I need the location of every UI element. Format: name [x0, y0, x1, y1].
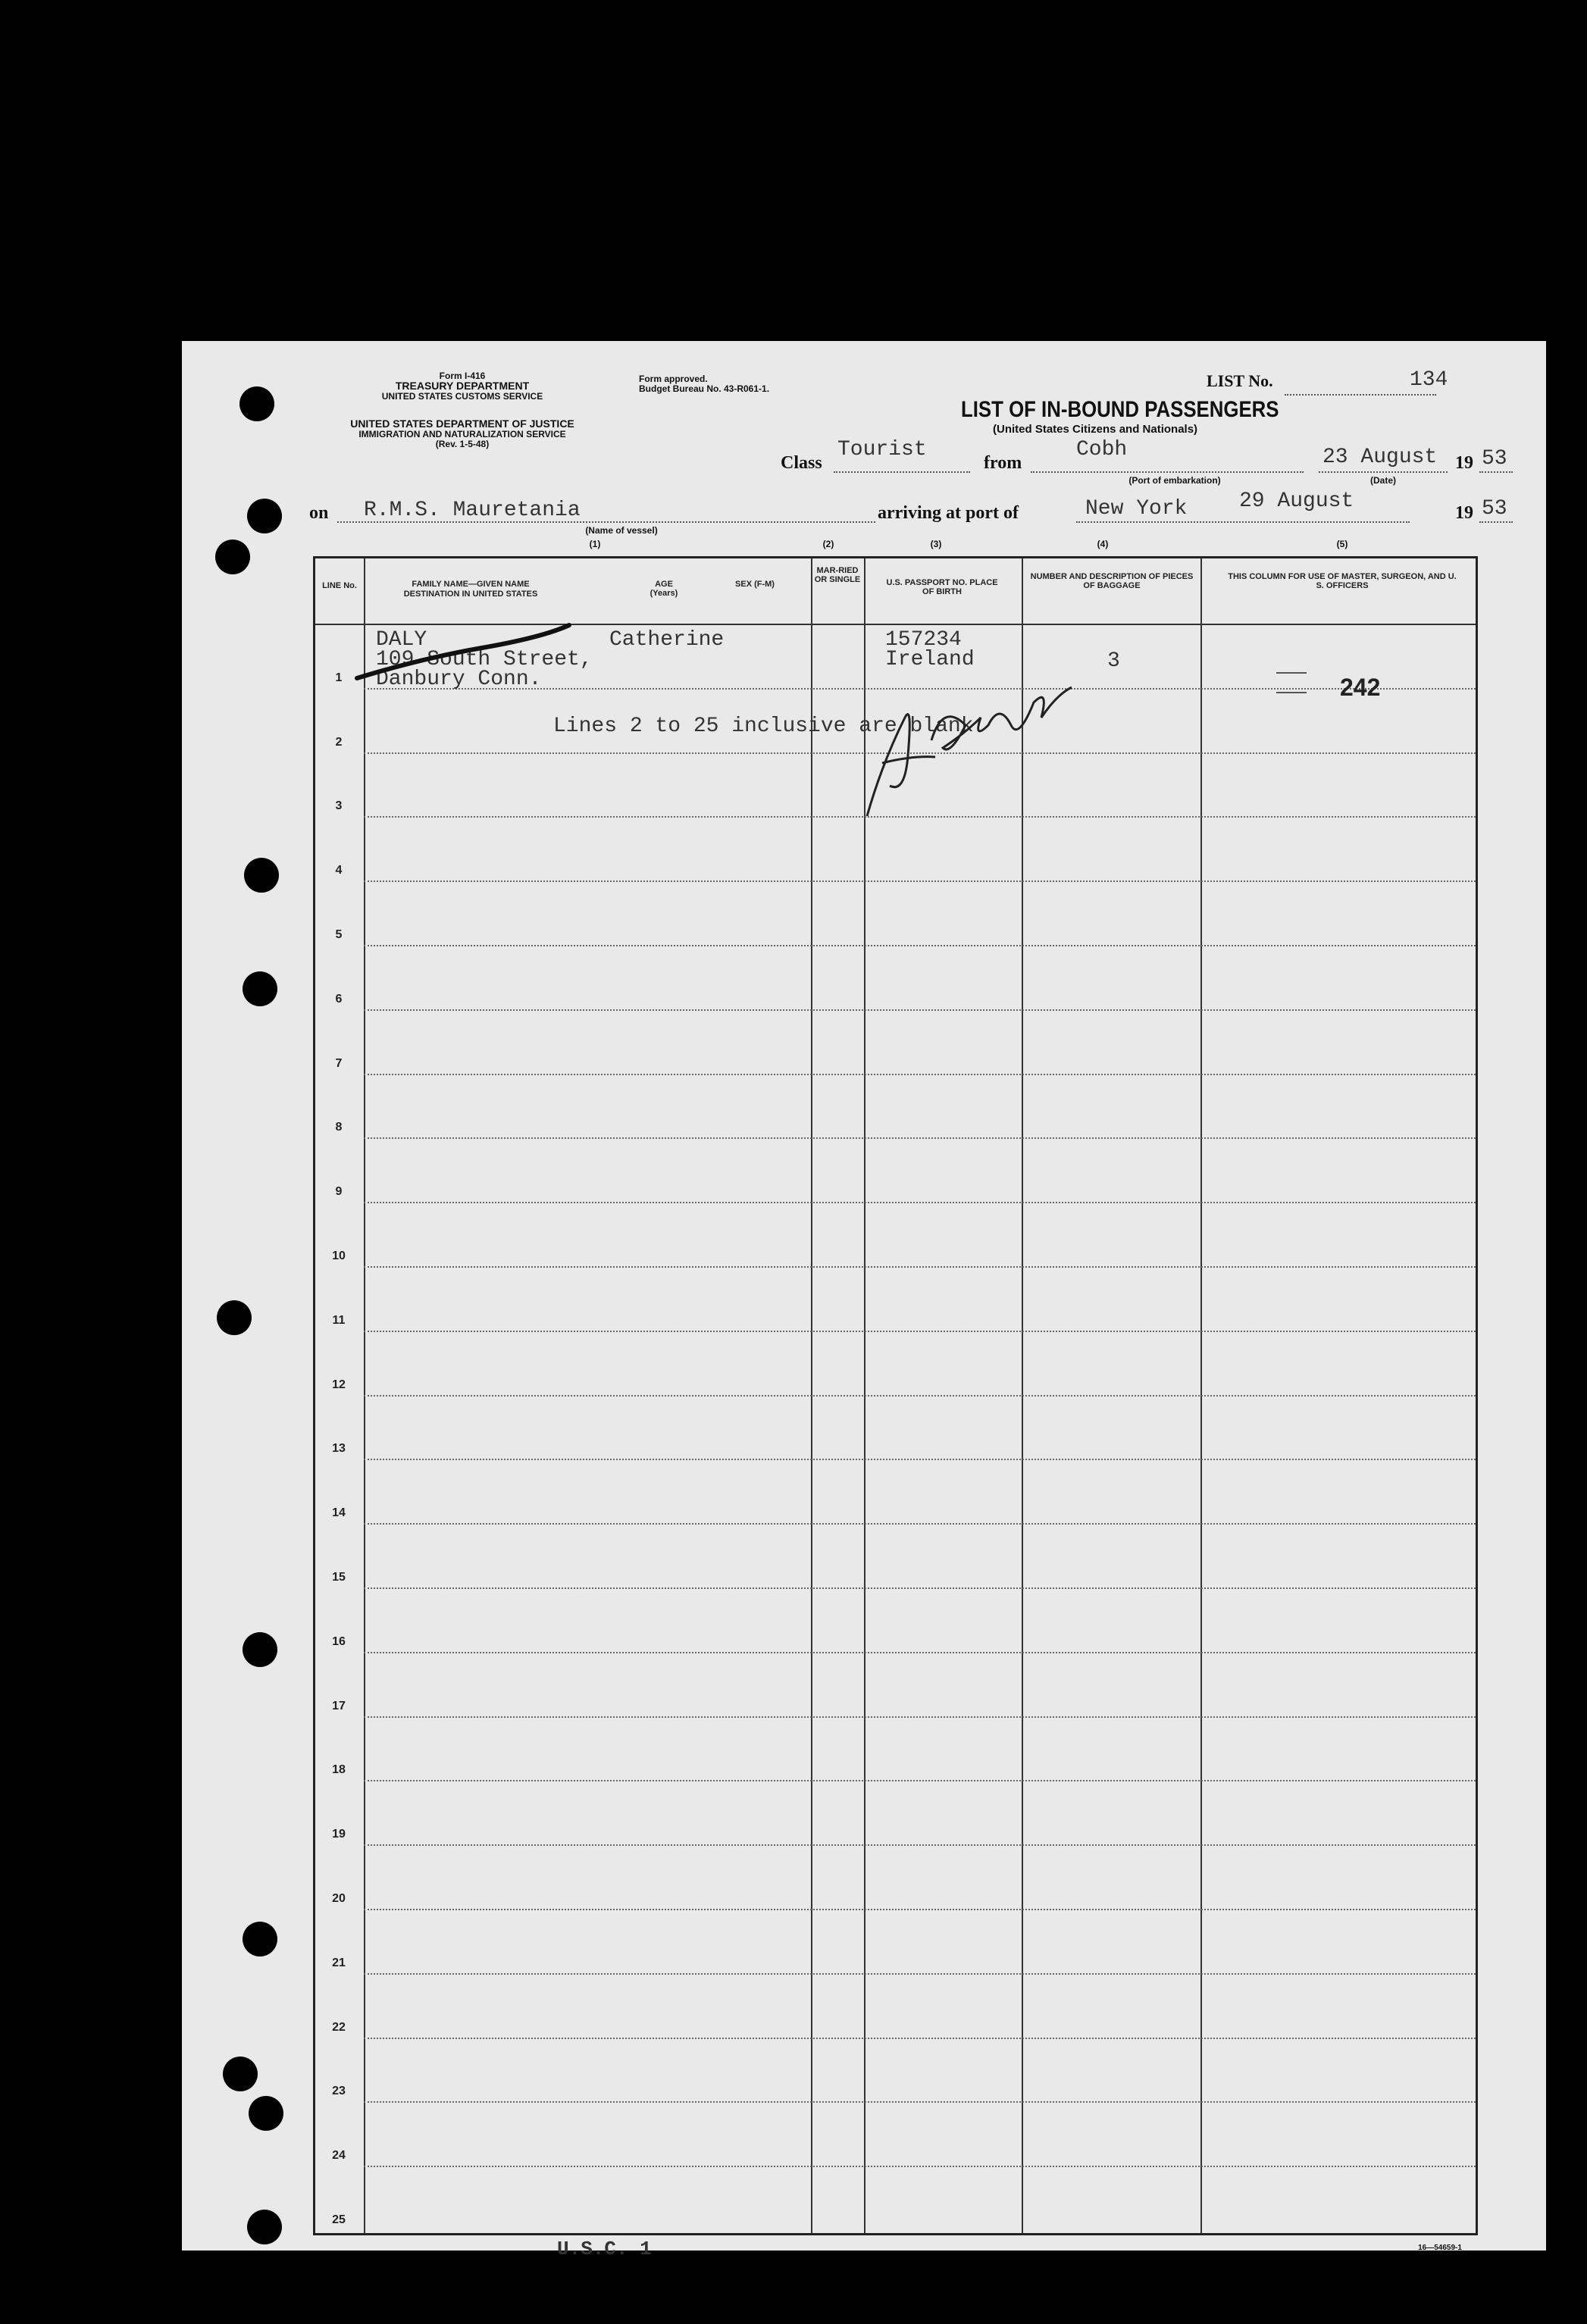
page-subtitle: (United States Citizens and Nationals) [993, 423, 1198, 436]
punch-hole [247, 2210, 282, 2244]
page-title: LIST OF IN-BOUND PASSENGERS [961, 397, 1279, 422]
class-line [834, 471, 970, 473]
entry-birthplace: Ireland [885, 648, 975, 671]
col-num-2: (2) [822, 539, 834, 549]
line-number: 18 [332, 1763, 346, 1777]
from-value: Cobh [1076, 438, 1128, 461]
line-number: 22 [332, 2020, 346, 2034]
header-officers: THIS COLUMN FOR USE OF MASTER, SURGEON, AND U. S. OFFICERS [1228, 572, 1457, 590]
line-number: 15 [332, 1571, 346, 1584]
date-caption: (Date) [1369, 475, 1396, 486]
row-rule [364, 1074, 1476, 1075]
line-number: 16 [332, 1634, 346, 1648]
punch-hole [243, 1632, 277, 1667]
row-rule [364, 1266, 1476, 1268]
header-passport: U.S. PASSPORT NO. PLACE OF BIRTH [886, 578, 998, 596]
form-approved: Form approved. [639, 374, 708, 384]
line-number: 11 [332, 1313, 346, 1327]
line-number: 6 [335, 992, 343, 1006]
footer-label: U.S.C. 1 [557, 2238, 652, 2260]
punch-hole [239, 386, 274, 421]
line-number: 20 [332, 1892, 346, 1905]
entry-address-1: 109 South Street, [376, 648, 593, 671]
from-label: from [984, 453, 1022, 473]
arrival-date: 29 August [1239, 490, 1354, 513]
ins-service: IMMIGRATION AND NATURALIZATION SERVICE [358, 429, 566, 439]
line-number: 23 [332, 2085, 346, 2098]
punch-hole [243, 971, 277, 1006]
year-prefix: 19 [1455, 453, 1473, 473]
date-value: 23 August [1322, 446, 1438, 469]
row-rule [364, 1587, 1476, 1589]
passenger-table [313, 556, 1478, 2235]
form-number: Form I-416 [439, 371, 486, 381]
punch-hole [215, 540, 250, 574]
class-value: Tourist [837, 438, 927, 461]
line-number: 21 [332, 1956, 346, 1969]
list-no-line [1285, 394, 1436, 396]
col-num-4: (4) [1097, 539, 1109, 549]
col-num-5: (5) [1336, 539, 1348, 549]
line-number: 17 [332, 1699, 346, 1713]
pen-stroke [353, 619, 573, 695]
revision: (Rev. 1-5-48) [435, 439, 490, 449]
row-rule [364, 1395, 1476, 1397]
row-rule [364, 1909, 1476, 1910]
punch-hole [217, 1300, 252, 1335]
row-rule [364, 880, 1476, 882]
line-number: 19 [332, 1828, 346, 1841]
row-rule [364, 1780, 1476, 1781]
entry-address-2: Danbury Conn. [376, 668, 542, 691]
port-line [1076, 521, 1410, 523]
date-line [1319, 471, 1448, 473]
punch-hole [223, 2057, 258, 2091]
line-number: 10 [332, 1250, 346, 1262]
punch-hole [243, 1922, 277, 1956]
year-prefix-2: 19 [1455, 503, 1473, 523]
row-rule [364, 2101, 1476, 2103]
row-rule [364, 1137, 1476, 1139]
arriving-label: arriving at port of [878, 503, 1019, 523]
punch-hole [244, 858, 279, 893]
footer-print-code: 16—54659-1 [1418, 2244, 1462, 2252]
on-label: on [309, 503, 329, 523]
year-line-2 [1479, 521, 1513, 523]
row-rule [364, 2038, 1476, 2039]
line-number: 4 [335, 864, 343, 877]
header-destination: DESTINATION IN UNITED STATES [403, 590, 538, 599]
vessel-name: R.M.S. Mauretania [364, 499, 581, 522]
line-number: 3 [335, 799, 343, 813]
row-rule [364, 1652, 1476, 1653]
year-value: 53 [1482, 447, 1507, 471]
officer-dashes [1276, 672, 1307, 674]
line-number: 9 [335, 1185, 343, 1199]
entry-given-name: Catherine [609, 628, 725, 652]
header-married: MAR-RIED OR SINGLE [814, 566, 861, 584]
line-number: 8 [335, 1121, 343, 1134]
justice-dept: UNITED STATES DEPARTMENT OF JUSTICE [350, 418, 574, 430]
row-rule [364, 1844, 1476, 1846]
line-number: 13 [332, 1442, 346, 1456]
year-line [1479, 471, 1513, 473]
passenger-list-page [182, 341, 1546, 2260]
line-number: 14 [332, 1506, 346, 1520]
punch-hole [249, 2096, 283, 2131]
customs-service: UNITED STATES CUSTOMS SERVICE [381, 391, 543, 402]
header-age: AGE (Years) [650, 580, 678, 598]
row-rule [364, 1202, 1476, 1203]
treasury-dept: TREASURY DEPARTMENT [395, 380, 530, 392]
from-line [1031, 471, 1304, 473]
arrival-port: New York [1085, 497, 1188, 521]
entry-baggage: 3 [1107, 649, 1120, 673]
row-rule [364, 945, 1476, 946]
line-number: 7 [335, 1056, 343, 1070]
row-rule [364, 1009, 1476, 1011]
year-value-2: 53 [1482, 497, 1507, 521]
header-baggage: NUMBER AND DESCRIPTION OF PIECES OF BAGGAGE [1030, 572, 1194, 590]
entry-surname: DALY [376, 628, 427, 652]
row-rule [364, 1716, 1476, 1718]
budget-bureau: Budget Bureau No. 43-R061-1. [639, 383, 770, 394]
line-number: 24 [332, 2149, 346, 2163]
line-number: 1 [335, 671, 343, 684]
row-rule [364, 2166, 1476, 2167]
header-family-name: FAMILY NAME—GIVEN NAME [412, 580, 530, 589]
officer-dashes [1276, 692, 1307, 693]
vessel-caption: (Name of vessel) [585, 525, 658, 536]
line-number: 5 [335, 928, 343, 941]
row-rule [364, 1523, 1476, 1525]
row-rule [364, 1459, 1476, 1460]
list-no-value: 134 [1410, 368, 1448, 392]
row-rule [364, 1973, 1476, 1975]
entry-officer-number: 242 [1340, 674, 1381, 701]
entry-passport-no: 157234 [885, 628, 962, 652]
punch-hole [247, 499, 282, 533]
line-number: 12 [332, 1378, 346, 1391]
col-num-3: (3) [930, 539, 942, 549]
list-no-label: LIST No. [1207, 371, 1273, 390]
header-sex: SEX (F-M) [735, 580, 775, 589]
port-caption: (Port of embarkation) [1128, 475, 1221, 486]
line-number: 2 [335, 735, 343, 749]
line-number: 25 [332, 2213, 346, 2226]
header-line-no: LINE No. [322, 581, 357, 590]
row-rule [364, 1331, 1476, 1332]
col-num-1: (1) [589, 539, 601, 549]
class-label: Class [781, 453, 822, 473]
blank-lines-note: Lines 2 to 25 inclusive are blank [553, 715, 974, 738]
official-signature [859, 672, 1094, 824]
